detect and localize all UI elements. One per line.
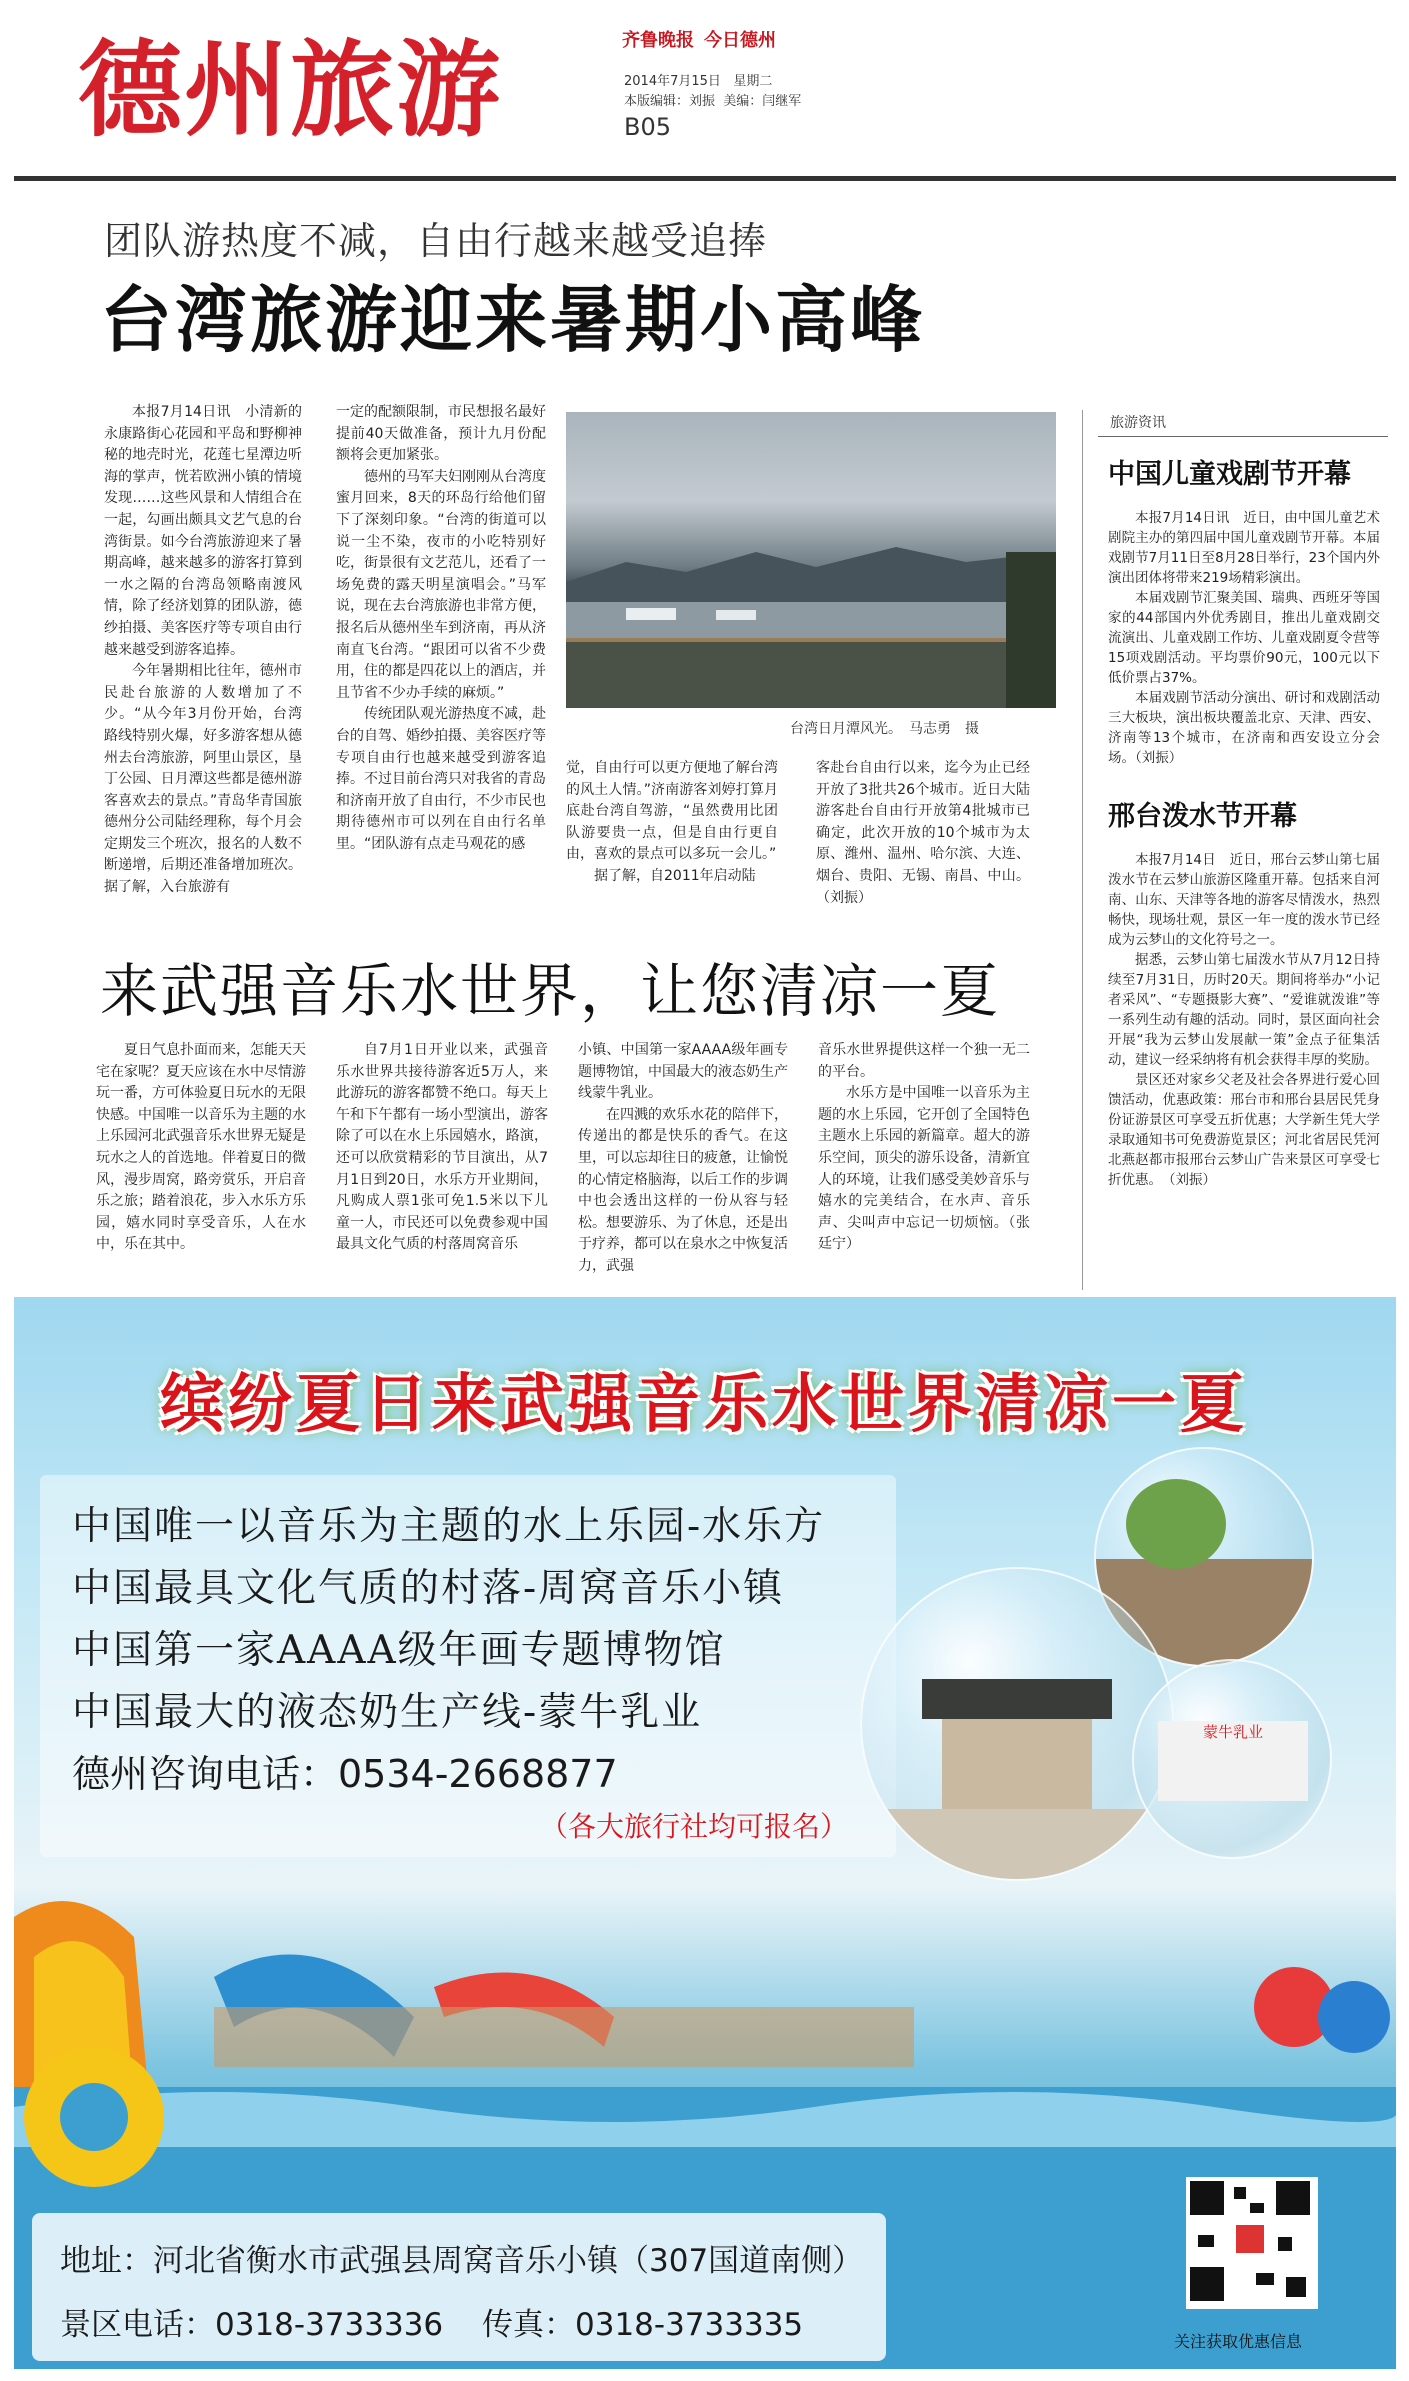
ad-line-3: 中国第一家AAAA级年画专题博物馆 (72, 1628, 726, 1673)
lake-scene-illustration (566, 412, 1056, 708)
paragraph: 今年暑期相比往年，德州市民赴台旅游的人数增加了不少。“从今年3月份开始，台湾路线特别火爆，好多游客想从德州去台湾旅游，阿里山景区，垦丁公园、日月潭这些都是德州游客喜欢去的景点。”青岛华青国旅德州分公司陆经理称，每个月会定期发三个班次，报名的人数不断递增，后期还准备增加班次。据了解，入台旅游有 (104, 663, 302, 896)
paragraph: 小镇、中国第一家AAAA级年画专题博物馆，中国最大的液态奶生产线蒙牛乳业。 (578, 1042, 788, 1102)
ad-address: 地址：河北省衡水市武强县周窝音乐小镇（307国道南侧） (60, 2243, 864, 2279)
brand-local: 今日德州 (704, 30, 776, 51)
ad-line-1: 中国唯一以音乐为主题的水上乐园-水乐方 (72, 1504, 826, 1549)
header-rule (14, 176, 1396, 181)
photo-caption: 台湾日月潭风光。 马志勇 摄 (790, 721, 979, 737)
paragraph: 音乐水世界提供这样一个独一无二的平台。 (818, 1042, 1030, 1080)
ad-note: （各大旅行社均可报名） (540, 1810, 849, 1843)
paragraph: 自7月1日开业以来，武强音乐水世界共接待游客近5万人，来此游玩的游客都赞不绝口。每天上午和下午都有一场小型演出，游客除了可以在水上乐园嬉水，路演，还可以欣赏精彩的节目演出，从7月1日到20日，水乐方开业期间，凡购成人票1张可免1.5米以下儿童一人，市民还可以免费参观中国最具文化气质的村落周窝音乐 (336, 1042, 548, 1253)
ad-line-4: 中国最大的液态奶生产线-蒙牛乳业 (72, 1690, 703, 1735)
sidebar-tag: 旅游资讯 (1110, 415, 1166, 431)
second-col-4 (818, 1040, 1030, 1256)
ad-address-box (32, 2213, 886, 2361)
sidebar-story2-body (1108, 850, 1380, 1190)
ad-line-2: 中国最具文化气质的村落-周窝音乐小镇 (72, 1566, 785, 1611)
sidebar-divider (1082, 410, 1083, 1290)
brand-paper: 齐鲁晚报 (622, 30, 694, 51)
qr-code[interactable] (1186, 2177, 1318, 2309)
ad-phone: 德州咨询电话：0534-2668877 (72, 1752, 618, 1796)
second-col-3 (578, 1040, 788, 1278)
issue-weekday: 星期二 (733, 74, 773, 89)
lead-col-4 (816, 758, 1030, 909)
bubble-photo-gate (860, 1567, 1174, 1881)
paragraph: 本报7月14日讯 近日，由中国儿童艺术剧院主办的第四届中国儿童戏剧节开幕。本届戏剧节7月11日至8月28日举行，23个国内外演出团体将带来219场精彩演出。 (1108, 510, 1380, 586)
paragraph: 本报7月14日讯 小清新的永康路街心花园和平岛和野柳神秘的地壳时光，花莲七星潭边听海的掌声，恍若欧洲小镇的情境发现……这些风景和人情组合在一起，勾画出颇具文艺气息的台湾街景。如今台湾旅游迎来了暑期高峰，越来越多的游客打算到一水之隔的台湾岛领略南渡风情，除了经济划算的团队游，德纱拍摄、美客医疗等专项自由行越来越受到游客追捧。 (104, 404, 302, 658)
ad-fax: 传真：0318-3733335 (482, 2307, 804, 2343)
issue-date: 2014年7月15日 (624, 74, 721, 89)
paragraph: 觉，自由行可以更方便地了解台湾的风土人情。”济南游客刘婷打算月底赴台湾自驾游，“虽然费用比团队游要贵一点，但是自由行更自由，喜欢的景点可以多玩一会儿。” (566, 760, 778, 863)
second-headline: 来武强音乐水世界，让您清凉一夏 (100, 957, 1001, 1025)
lead-col-1 (104, 402, 302, 899)
designer: 美编：闫继军 (723, 94, 802, 109)
paragraph: 据悉，云梦山第七届泼水节从7月12日持续至7月31日，历时20天。期间将举办“小记者采风”、“专题摄影大赛”、“爱谁就泼谁”等一系列生动有趣的活动。同时，景区面向社会开展“我为云梦山发展献一策”金点子征集活动，建议一经采纳将有机会获得丰厚的奖励。 (1108, 952, 1380, 1068)
editor-line (624, 90, 801, 109)
brand-line (622, 26, 776, 52)
qr-caption: 关注获取优惠信息 (1174, 2332, 1303, 2351)
paragraph: 传统团队观光游热度不减，赴台的自驾、婚纱拍摄、美容医疗等专项自由行也越来越受到游客追捧。不过目前台湾只对我省的青岛和济南开放了自由行，不少市民也期待德州市可以列在自由行名单里。“团队游有点走马观花的感 (336, 706, 546, 852)
paragraph: 在四溅的欢乐水花的陪伴下，传递出的都是快乐的香气。在这里，可以忘却往日的疲惫，让愉悦的心情定格脑海，以后工作的步调中也会透出这样的一份从容与轻松。想要游乐、为了休息，还是出于疗养，都可以在泉水之中恢复活力，武强 (578, 1106, 788, 1274)
ad-title: 缤纷夏日来武强音乐水世界清凉一夏 (160, 1367, 1248, 1442)
second-col-1 (96, 1040, 306, 1256)
bubble-photo-dairy (1132, 1659, 1332, 1859)
date-line (624, 70, 772, 89)
lead-headline: 台湾旅游迎来暑期小高峰 (100, 277, 926, 362)
paragraph: 本报7月14日 近日，邢台云梦山第七届泼水节在云梦山旅游区隆重开幕。包括来自河南、山东、天津等各地的游客尽情泼水，热烈畅快，现场壮观，景区一年一度的泼水节已经成为云梦山的文化符号之一。 (1108, 852, 1380, 948)
page-number: B05 (624, 113, 672, 141)
paragraph: 本届戏剧节活动分演出、研讨和戏剧活动三大板块，演出板块覆盖北京、天津、西安、济南等13个城市，在济南和西安设立分会场。（刘振） (1108, 690, 1380, 766)
sidebar-story1-body (1108, 508, 1380, 768)
bubble-sign: 蒙牛乳业 (1202, 1723, 1263, 1741)
lead-kicker: 团队游热度不减，自由行越来越受追捧 (104, 219, 768, 263)
paragraph: 夏日气息扑面而来，怎能天天宅在家呢？夏天应该在水中尽情游玩一番，方可体验夏日玩水的无限快感。中国唯一以音乐为主题的水上乐园河北武强音乐水世界无疑是玩水之人的首选地。伴着夏日的微风，漫步周窝，路旁赏乐，开启音乐之旅；踏着浪花，步入水乐方乐园，嬉水同时享受音乐，人在水中，乐在其中。 (96, 1042, 306, 1253)
editor: 本版编辑：刘振 (624, 94, 716, 109)
sidebar-story1-title: 中国儿童戏剧节开幕 (1108, 459, 1351, 490)
paragraph: 一定的配额限制，市民想报名最好提前40天做准备，预计九月份配额将会更加紧张。 (336, 404, 546, 464)
ad-scenic-phone: 景区电话：0318-3733336 (60, 2307, 444, 2343)
paragraph: 德州的马军夫妇刚刚从台湾度蜜月回来，8天的环岛行给他们留下了深刻印象。“台湾的街道可以说一尘不染，夜市的小吃特别好吃，街景很有文艺范儿，还看了一场免费的露天明星演唱会。”马军说，现在去台湾旅游也非常方便，报名后从德州坐车到济南，再从济南直飞台湾。“跟团可以省不少费用，住的都是四花以上的酒店，并且节省不少办手续的麻烦。” (336, 468, 546, 701)
sidebar-story2-title: 邢台泼水节开幕 (1108, 801, 1297, 832)
masthead-title: 德州旅游 (78, 28, 503, 151)
lead-col-3 (566, 758, 778, 888)
sun-moon-lake-photo (566, 412, 1056, 708)
ad-feature-box (40, 1475, 896, 1857)
paragraph: 水乐方是中国唯一以音乐为主题的水上乐园，它开创了全国特色主题水上乐园的新篇章。超大的游乐空间，顶尖的游乐设备，清新宜人的环境，让我们感受美妙音乐与嬉水的完美结合，在水声、音乐声、尖叫声中忘记一切烦恼。（张廷宁） (818, 1085, 1030, 1253)
sidebar-tag-rule (1098, 436, 1388, 437)
paragraph: 客赴台自由行以来，迄今为止已经开放了3批共26个城市。近日大陆游客赴台自由行开放第4批城市已确定，此次开放的10个城市为太原、潍州、温州、哈尔滨、大连、烟台、贵阳、无锡、南昌、中山。（刘振） (816, 760, 1030, 906)
lead-col-2 (336, 402, 546, 855)
masthead (78, 20, 598, 160)
paragraph: 景区还对家乡父老及社会各界进行爱心回馈活动，优惠政策：邢台市和邢台县居民凭身份证游景区可享受五折优惠；大学新生凭大学录取通知书可免费游览景区；河北省居民凭河北燕赵都市报邢台云梦山广告来景区可享受七折优惠。 （刘振） (1108, 1072, 1380, 1188)
paragraph: 本届戏剧节汇聚美国、瑞典、西班牙等国家的44部国内外优秀剧目，推出儿童戏剧交流演出、儿童戏剧工作坊、儿童戏剧夏令营等15项戏剧活动。平均票价90元，100元以下低价票占37%。 (1108, 590, 1380, 686)
second-col-2 (336, 1040, 548, 1256)
paragraph: 据了解，自2011年启动陆 (594, 867, 756, 884)
waterpark-advertisement (14, 1297, 1396, 2369)
